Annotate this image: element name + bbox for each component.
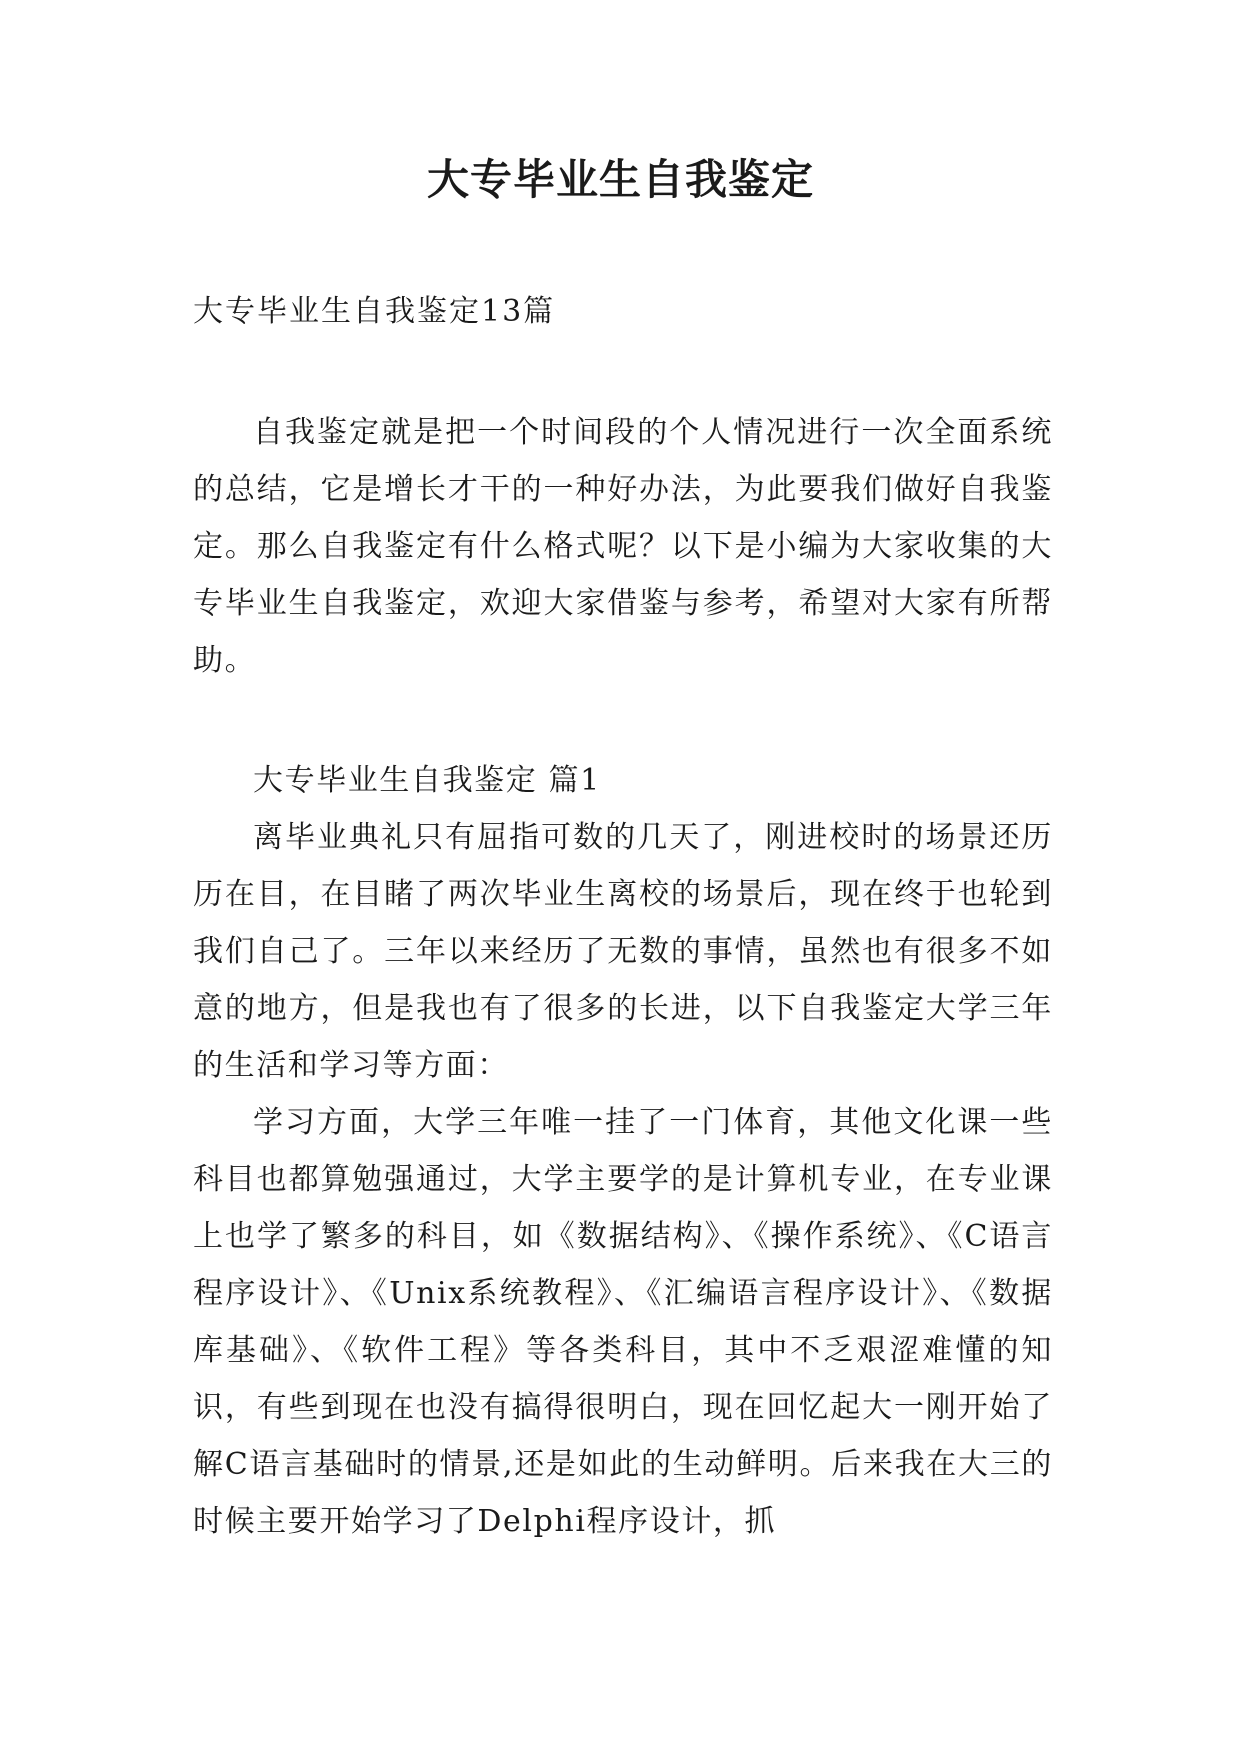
section-heading: 大专毕业生自我鉴定 篇1 bbox=[253, 763, 601, 798]
body-paragraph: 离毕业典礼只有屈指可数的几天了，刚进校时的场景还历历在目，在目睹了两次毕业生离校的场景后，现在终于也轮到我们自己了。三年以来经历了无数的事情，虽然也有很多不如意的地方，但是我也有了很多的长进，以下自我鉴定大学三年的生活和学习等方面： bbox=[193, 820, 1053, 1083]
body-paragraph: 学习方面，大学三年唯一挂了一门体育，其他文化课一些科目也都算勉强通过，大学主要学的是计算机专业，在专业课上也学了繁多的科目，如《数据结构》、《操作系统》、《C语言程序设计》、《Unix系统教程》、《汇编语言程序设计》、《数据库基础》、《软件工程》等各类科目，其中不乏艰涩难懂的知识，有些到现在也没有搞得很明白，现在回忆起大一刚开始了解C语言基础时的情景,还是如此的生动鲜明。后来我在大三的时候主要开始学习了Delphi程序设计，抓 bbox=[193, 1105, 1053, 1539]
document-title: 大专毕业生自我鉴定 bbox=[426, 155, 814, 204]
intro-paragraph: 自我鉴定就是把一个时间段的个人情况进行一次全面系统的总结，它是增长才干的一种好办法，为此要我们做好自我鉴定。那么自我鉴定有什么格式呢？以下是小编为大家收集的大专毕业生自我鉴定，欢迎大家借鉴与参考，希望对大家有所帮助。 bbox=[193, 415, 1053, 678]
document-subtitle: 大专毕业生自我鉴定13篇 bbox=[193, 294, 556, 329]
